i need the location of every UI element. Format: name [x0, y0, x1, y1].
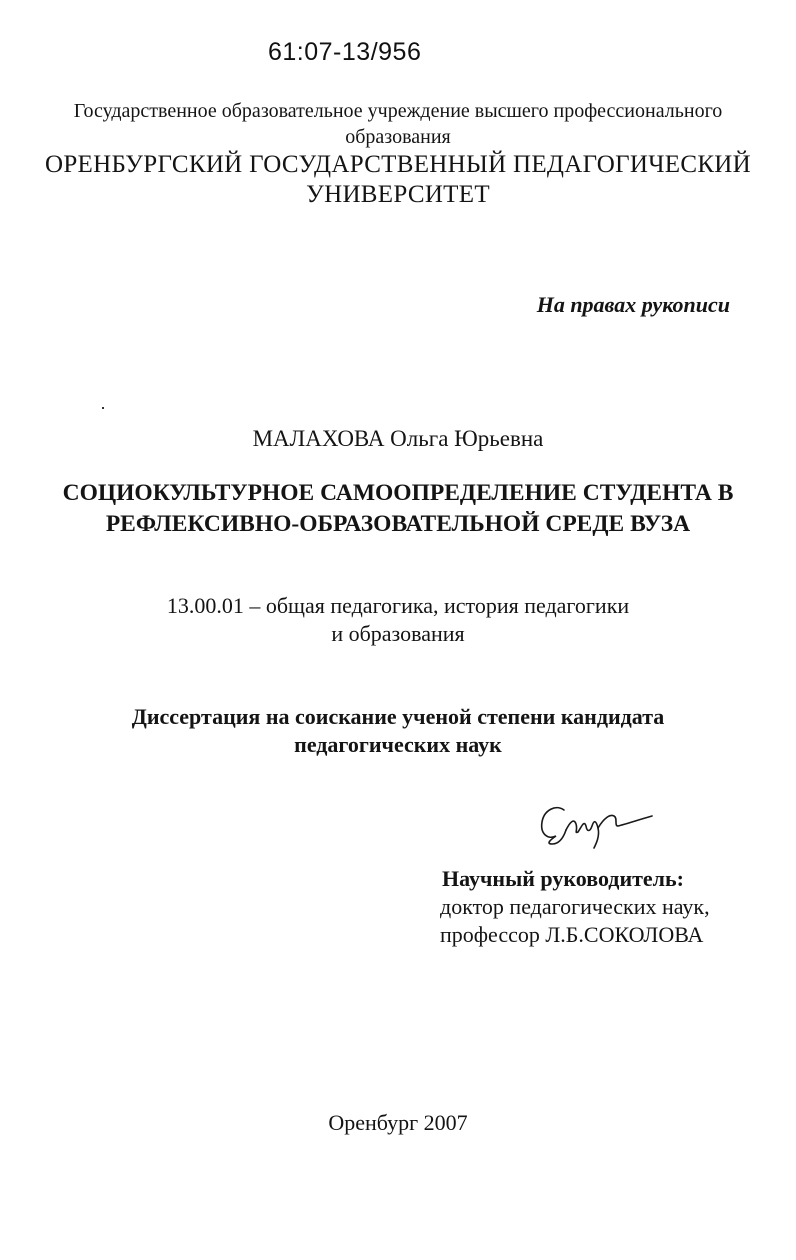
university-name-line1: ОРЕНБУРГСКИЙ ГОСУДАРСТВЕННЫЙ ПЕДАГОГИЧЕСКИЙ [44, 151, 752, 178]
dissertation-title [40, 478, 756, 540]
title-line2: РЕФЛЕКСИВНО-ОБРАЗОВАТЕЛЬНОЙ СРЕДЕ ВУЗА [105, 511, 691, 537]
city-year: Оренбург 2007 [328, 1110, 468, 1135]
institution-type-line2: образования [345, 126, 451, 148]
supervisor-degree: доктор педагогических наук, [440, 894, 710, 919]
institution-type-line1: Государственное образовательное учреждение высшего профессионального [73, 100, 723, 122]
title-line1: СОЦИОКУЛЬТУРНОЕ САМООПРЕДЕЛЕНИЕ СТУДЕНТА В [62, 480, 734, 506]
archive-stamp: 61:07-13/956 [268, 38, 422, 66]
manuscript-rights-note: На правах рукописи [536, 292, 730, 317]
degree-statement-line1: Диссертация на соискание ученой степени кандидата [131, 704, 665, 729]
specialty-line1: 13.00.01 – общая педагогика, история педагогики [166, 593, 630, 618]
specialty-line2: и образования [331, 621, 465, 646]
supervisor-label: Научный руководитель: [442, 866, 684, 891]
author-name: МАЛАХОВА Ольга Юрьевна [252, 426, 544, 451]
handwritten-signature [530, 800, 670, 860]
supervisor-name: профессор Л.Б.СОКОЛОВА [440, 922, 704, 947]
specialty-code [40, 592, 756, 648]
degree-statement [40, 703, 756, 759]
university-name [40, 150, 756, 210]
scan-speck [102, 407, 104, 409]
university-name-line2: УНИВЕРСИТЕТ [306, 181, 490, 208]
degree-statement-line2: педагогических наук [294, 732, 502, 757]
